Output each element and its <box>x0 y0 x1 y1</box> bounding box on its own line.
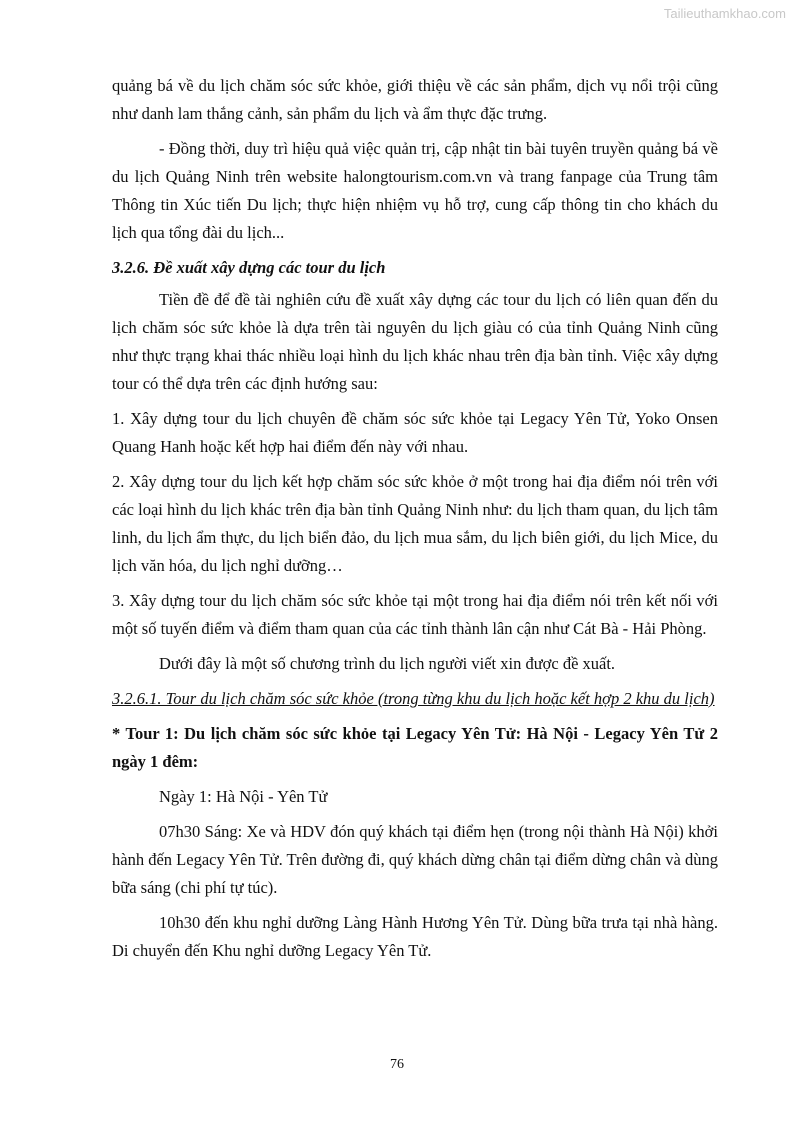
day-1-title: Ngày 1: Hà Nội - Yên Tử <box>159 787 328 806</box>
list-item-2: 2. Xây dựng tour du lịch kết hợp chăm sóc sức khỏe ở một trong hai địa điểm nói trên với các loại hình du lịch khác trên địa bàn tỉnh Quảng Ninh như: du lịch tham quan, du lịch tâm linh, du lịch ẩm thực, du lịch biển đảo, du lịch mua sắm, du lịch biên giới, du lịch Mice, du lịch văn hóa, du lịch nghỉ dưỡng… <box>112 472 718 575</box>
list-item-1: 1. Xây dựng tour du lịch chuyên đề chăm sóc sức khỏe tại Legacy Yên Tử, Yoko Onsen Quang Hanh hoặc kết hợp hai điểm đến này với nhau. <box>112 409 718 456</box>
page-number: 76 <box>390 1057 404 1072</box>
paragraph-premise: Tiền đề để đề tài nghiên cứu đề xuất xây dựng các tour du lịch có liên quan đến du lịch chăm sóc sức khỏe là dựa trên tài nguyên du lịch giàu có của tỉnh Quảng Ninh cũng như thực trạng khai thác nhiều loại hình du lịch khác nhau trên địa bàn tỉnh. Việc xây dựng tour có thể dựa trên các định hướng sau: <box>112 290 718 393</box>
paragraph-website: - Đồng thời, duy trì hiệu quả việc quản trị, cập nhật tin bài tuyên truyền quảng bá về du lịch Quảng Ninh trên website halongtourism.com.vn và trang fanpage của Trung tâm Thông tin Xúc tiến Du lịch; thực hiện nhiệm vụ hỗ trợ, cung cấp thông tin cho khách du lịch qua tổng đài du lịch... <box>112 139 718 242</box>
paragraph-proposal: Dưới đây là một số chương trình du lịch người viết xin được đề xuất. <box>159 654 616 673</box>
itinerary-1030: 10h30 đến khu nghỉ dưỡng Làng Hành Hương Yên Tử. Dùng bữa trưa tại nhà hàng. Di chuyển đến Khu nghỉ dưỡng Legacy Yên Tử. <box>112 913 718 960</box>
list-item-3: 3. Xây dựng tour du lịch chăm sóc sức khỏe tại một trong hai địa điểm nói trên kết nối với một số tuyến điểm và điểm tham quan của các tỉnh thành lân cận như Cát Bà - Hải Phòng. <box>112 591 718 638</box>
page-body <box>112 72 718 972</box>
paragraph-intro-continued: quảng bá về du lịch chăm sóc sức khỏe, giới thiệu về các sản phẩm, dịch vụ nổi trội cũng như danh lam thắng cảnh, sản phẩm du lịch và ẩm thực đặc trưng. <box>112 76 718 123</box>
tour-1-title: * Tour 1: Du lịch chăm sóc sức khỏe tại Legacy Yên Tử: Hà Nội - Legacy Yên Tử 2 ngày 1 đêm: <box>112 724 718 771</box>
subsection-heading-3-2-6-1: 3.2.6.1. Tour du lịch chăm sóc sức khỏe (trong từng khu du lịch hoặc kết hợp 2 khu du lịch) <box>112 689 715 708</box>
itinerary-0730: 07h30 Sáng: Xe và HDV đón quý khách tại điểm hẹn (trong nội thành Hà Nội) khởi hành đến Legacy Yên Tử. Trên đường đi, quý khách dừng chân tại điểm dừng chân và dùng bữa sáng (chi phí tự túc). <box>112 822 718 897</box>
watermark-text: Tailieuthamkhao.com <box>663 6 786 21</box>
section-heading-3-2-6: 3.2.6. Đề xuất xây dựng các tour du lịch <box>112 258 386 277</box>
